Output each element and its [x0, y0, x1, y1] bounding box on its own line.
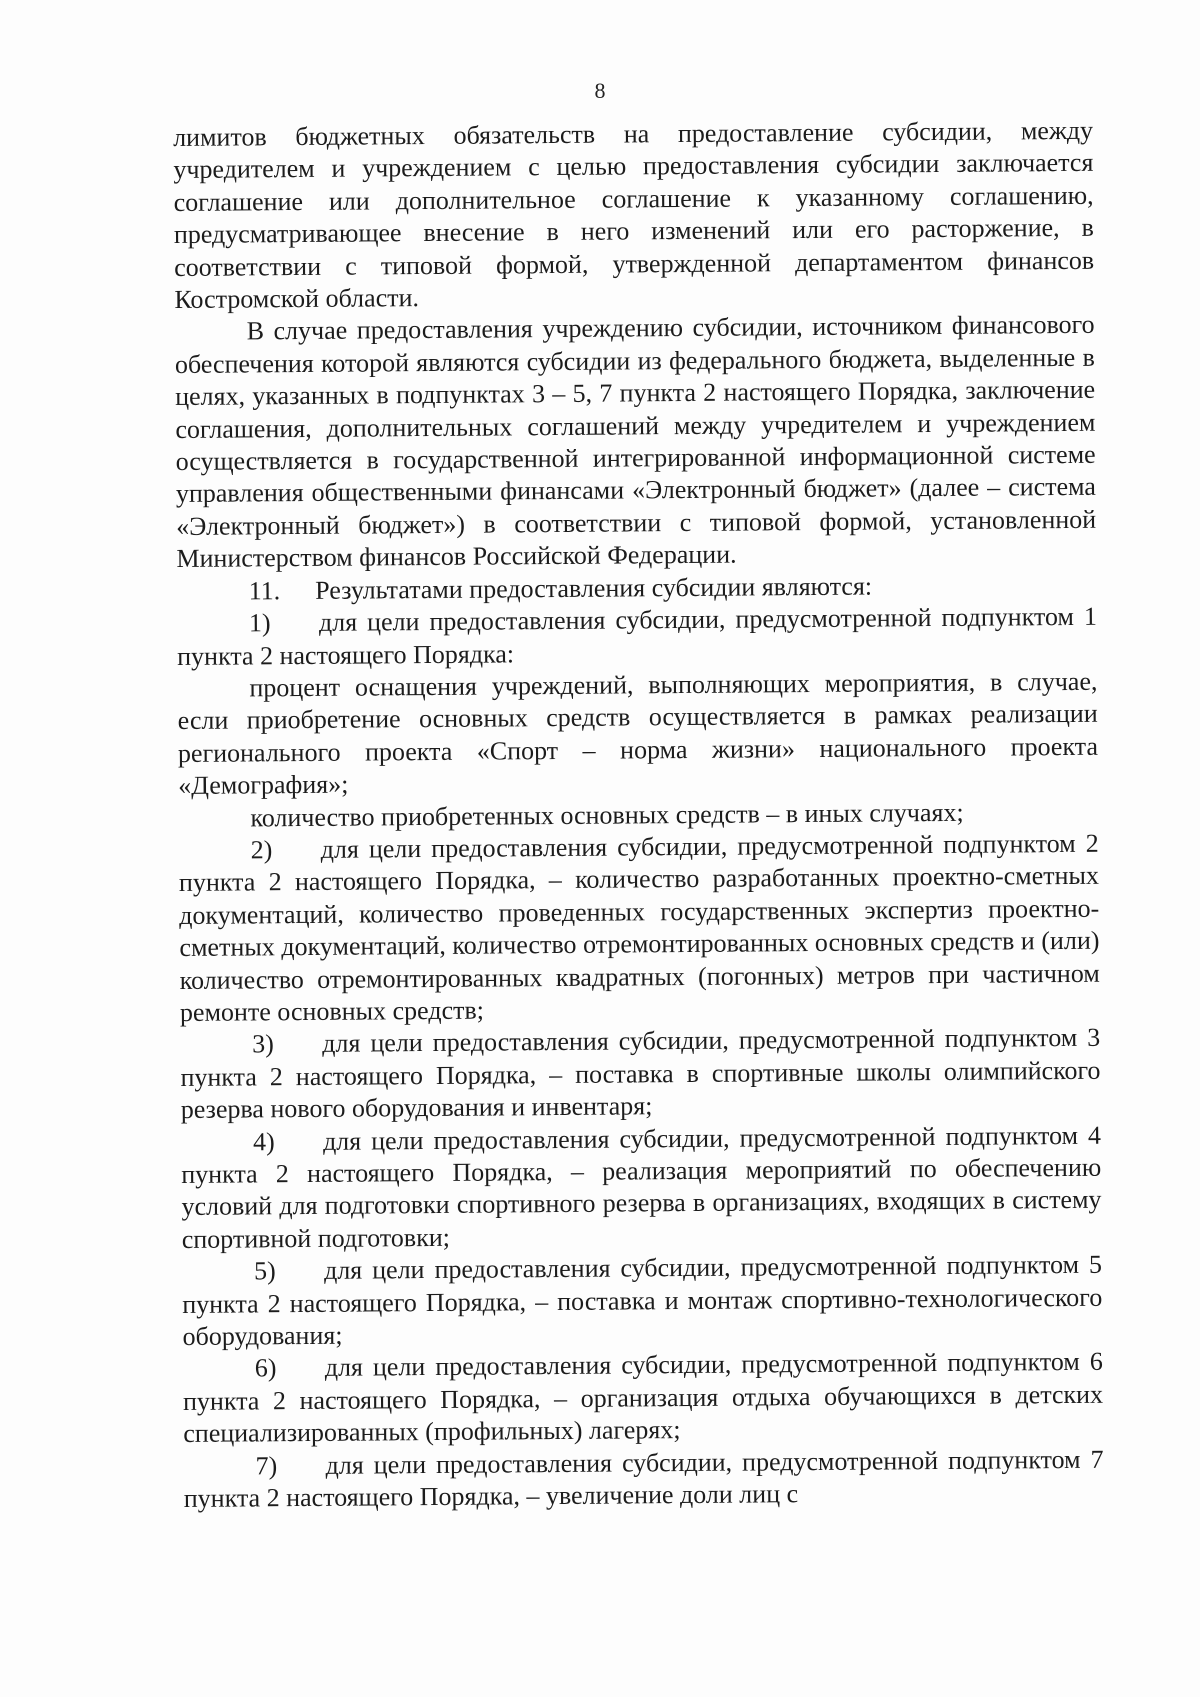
- list-item-number: 4): [252, 1126, 275, 1156]
- list-item-text: для цели предоставления субсидии, предусмотренной подпунктом 5 пункта 2 настоящего Порядка, – поставка и монтаж спортивно-технологического оборудования;: [182, 1249, 1103, 1351]
- list-item-number: 7): [255, 1450, 278, 1481]
- list-item-7: [183, 1443, 1103, 1515]
- list-item-number: 2): [250, 835, 273, 865]
- list-item-text: для цели предоставления субсидии, предусмотренной подпунктом 2 пункта 2 настоящего Порядка, – количество разработанных проектно-сметных документаций, количество проведенных государственных экспертиз проектно-сметных документаций, количество отремонтированных основных средств и (или) количество отремонтированных квадратных (погонных) метров при частичном ремонте основных средств;: [178, 828, 1100, 1027]
- list-item-number: 6): [254, 1353, 277, 1383]
- list-item-text: для цели предоставления субсидии, предусмотренной подпунктом 4 пункта 2 настоящего Порядка, – реализация мероприятий по обеспечению условий для подготовки спортивного резерва в организациях, входящих в систему спортивной подготовки;: [181, 1120, 1102, 1254]
- list-item-number: 5): [253, 1256, 276, 1286]
- list-item-6: [183, 1346, 1104, 1450]
- list-item-text: для цели предоставления субсидии, предусмотренной подпунктом 7 пункта 2 настоящего Порядка, – увеличение доли лиц с: [183, 1444, 1104, 1514]
- paragraph-number: 11.: [248, 575, 281, 606]
- list-item-5: [182, 1249, 1103, 1353]
- list-item-1-subitem-2: количество приобретенных основных средств – в иных случаях;: [250, 797, 964, 832]
- list-item-text: для цели предоставления субсидии, предусмотренной подпунктом 3 пункта 2 настоящего Порядка, – поставка в спортивные школы олимпийского резерва нового оборудования и инвентаря;: [180, 1023, 1101, 1125]
- paragraph-electronic-budget: В случае предоставления учреждению субсидии, источником финансового обеспечения которой являются субсидии из федерального бюджета, выделенные в целях, указанных в подпунктах 3 – 5, 7 пункта 2 настоящего Порядка, заключение соглашения, дополнительных соглашений между учредителем и учреждением осуществляется в государственной интегрированной информационной системе управления общественными финансами «Электронный бюджет» (далее – система «Электронный бюджет») в соответствии с типовой формой, установленной Министерством финансов Российской Федерации.: [174, 310, 1097, 574]
- list-item-1: [177, 601, 1097, 673]
- page-number: 8: [594, 78, 606, 103]
- list-item-text: для цели предоставления субсидии, предусмотренной подпунктом 6 пункта 2 настоящего Порядка, – организация отдыха обучающихся в детских специализированных (профильных) лагерях;: [182, 1347, 1104, 1449]
- list-item-4: [181, 1119, 1102, 1256]
- list-item-3: [180, 1022, 1101, 1126]
- paragraph-limits-agreement: лимитов бюджетных обязательств на предоставление субсидии, между учредителем и учреждением с целью предоставления субсидии заключается соглашение или дополнительное соглашение к указанному соглашению, предусматривающее внесение в него изменений или его расторжение, в соответствии с типовой формой, утвержденной департаментом финансов Костромской области.: [173, 115, 1095, 315]
- document-body: [173, 115, 1104, 1516]
- list-item-text: для цели предоставления субсидии, предусмотренной подпунктом 1 пункта 2 настоящего Порядка:: [177, 601, 1098, 671]
- list-item-1-subitem-1: процент оснащения учреждений, выполняющих мероприятия, в случае, если приобретение основных средств осуществляется в рамках реализации регионального проекта «Спорт – норма жизни» национального проекта «Демография»;: [177, 666, 1099, 801]
- list-item-2: [179, 828, 1100, 1030]
- list-item-number: 3): [252, 1029, 275, 1059]
- list-item-number: 1): [248, 608, 271, 638]
- paragraph-text: Результатами предоставления субсидии являются:: [315, 571, 873, 605]
